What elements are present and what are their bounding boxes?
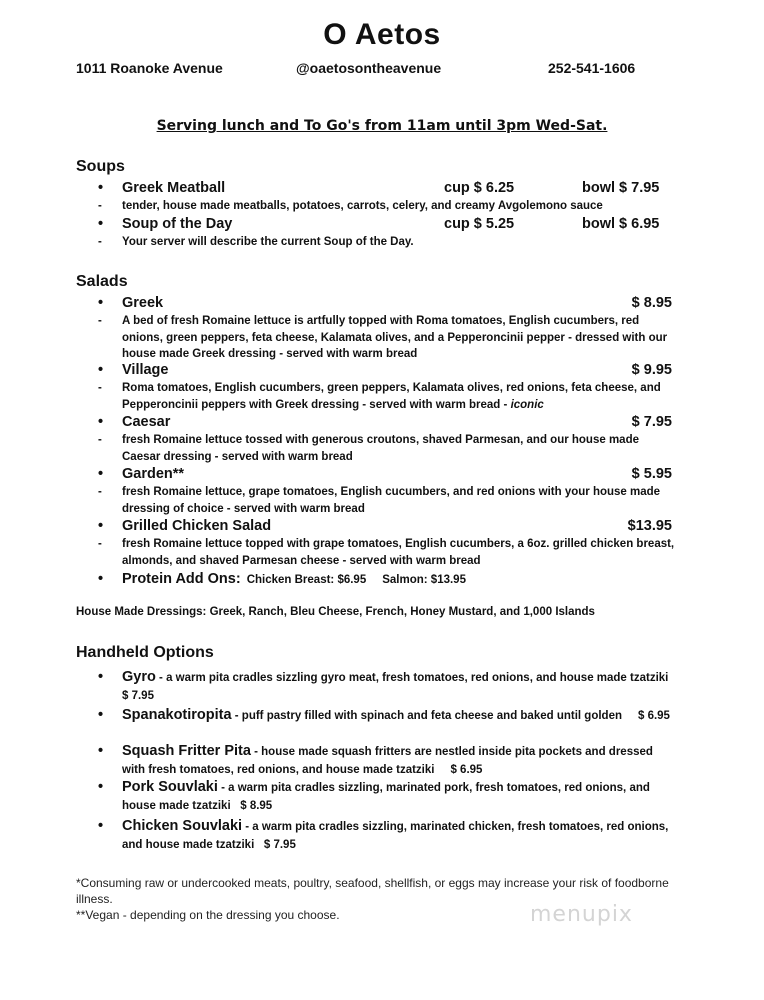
bullet: • xyxy=(98,707,104,723)
item-price: $ 5.95 xyxy=(631,466,672,482)
bowl-price: bowl $ 6.95 xyxy=(582,216,660,232)
bullet: • xyxy=(98,571,104,587)
item-price: $ 6.95 xyxy=(450,764,483,776)
item-name: Grilled Chicken Salad xyxy=(122,518,272,534)
item-price: $ 7.95 xyxy=(122,690,154,702)
bullet: • xyxy=(98,295,104,311)
item-description: - a warm pita cradles sizzling gyro meat, fresh tomatoes, red onions, and house made tzatziki xyxy=(155,672,669,684)
addons-label: Protein Add Ons: xyxy=(122,571,241,587)
item-description: - house made squash fritters are nestled inside pita pockets and dressed with fresh tomatoes, red onions, and house made tzatziki xyxy=(122,746,653,776)
item-price: $ 7.95 xyxy=(263,839,296,851)
item-price: $ 9.95 xyxy=(631,362,672,378)
bullet: • xyxy=(98,779,104,795)
bullet: • xyxy=(98,669,104,685)
addon-salmon: Salmon: $13.95 xyxy=(382,574,466,586)
item-name: Soup of the Day xyxy=(122,216,233,232)
item-name: Greek xyxy=(122,295,164,311)
vegan-note: **Vegan - depending on the dressing you choose. xyxy=(76,908,340,922)
item-description: - puff pastry filled with spinach and feta cheese and baked until golden xyxy=(231,710,622,722)
bowl-price: bowl $ 7.95 xyxy=(582,180,660,196)
section-title-soups: Soups xyxy=(76,158,125,175)
raw-food-warning: *Consuming raw or undercooked meats, poultry, seafood, shellfish, or eggs may increase your risk of foodborne illness. xyxy=(76,876,669,906)
bullet: • xyxy=(98,216,104,232)
item-name: Village xyxy=(122,362,169,378)
addon-chicken: Chicken Breast: $6.95 xyxy=(246,574,367,586)
bullet: • xyxy=(98,466,104,482)
item-price: $ 6.95 xyxy=(637,710,670,722)
item-price: $ 8.95 xyxy=(631,295,672,311)
menupix-watermark: menupix xyxy=(530,902,633,927)
bullet: • xyxy=(98,362,104,378)
serving-hours: Serving lunch and To Go's from 11am until 3pm Wed-Sat. xyxy=(156,118,608,134)
section-title-handhelds: Handheld Options xyxy=(76,644,214,661)
item-description: - a warm pita cradles sizzling, marinated chicken, fresh tomatoes, red onions, and house made tzatziki xyxy=(122,821,669,851)
item-price: $13.95 xyxy=(627,518,672,534)
restaurant-social: @oaetosontheavenue xyxy=(296,60,442,76)
bullet: • xyxy=(98,414,104,430)
item-name: Caesar xyxy=(122,414,171,430)
item-name: Squash Fritter Pita xyxy=(122,743,251,759)
item-name: Gyro xyxy=(122,669,156,685)
section-title-salads: Salads xyxy=(76,273,128,290)
item-price: $ 8.95 xyxy=(240,800,273,812)
item-description: - a warm pita cradles sizzling, marinated pork, fresh tomatoes, red onions, and house made tzatziki xyxy=(122,782,650,812)
bullet: • xyxy=(98,743,104,759)
item-name: Greek Meatball xyxy=(122,180,226,196)
restaurant-phone: 252-541-1606 xyxy=(548,60,636,76)
item-name: Garden** xyxy=(122,466,185,482)
cup-price: cup $ 5.25 xyxy=(444,216,515,232)
restaurant-name: O Aetos xyxy=(323,18,441,51)
menu-page: O Aetos 1011 Roanoke Avenue @oaetosontheavenue 252-541-1606 Serving lunch and To Go's from 11am until 3pm Wed-Sat. Soups • Greek Meatball cup $ 6.25 bowl $ 7.95 - tender, house made meatballs, potatoes, carrots, celery, and creamy Avgolemono sauce • Soup of the Day cup $ 5.25 bowl $ 6.95 - Your server will describe the current Soup of the Day. Salads • Greek $ 8.95 - A bed of fresh Romaine lettuce is artfully topped with Roma tomatoes, English cucumbers, red onions, green peppers, feta cheese, Kalamata olives, and a Pepperoncinii pepper - dressed with our house made Greek dressing - served with warm bread • Village $ 9.95 - Roma tomatoes, English cucumbers, green peppers, Kalamata olives, red onions, feta cheese, and Pepperoncinii peppers with Greek dressing - served with warm bread - iconic • Caesar $ 7.95 - fresh Romaine lettuce tossed with generous croutons, shaved Parmesan, and our house made Caesar dressing - served with warm bread • Garden** $ 5.95 - fresh Romaine lettuce, grape tomatoes, English cucumbers, and red onions with your house made dressing of choice - served with warm bread • Grilled Chicken Salad $13.95 - fresh Romaine lettuce topped with grape tomatoes, English cucumbers, a 6oz. grilled chicken breast, almonds, and shaved Parmesan cheese - served with warm bread • Protein Add Ons: Chicken Breast: $6.95 Salmon: $13.95 House Made Dressings: Greek, Ranch, Bleu Cheese, French, Honey Mustard, and 1,000 Islands Handheld Options • Gyro - a warm pita cradles sizzling gyro meat, fresh tomatoes, red onions, and house made tzatziki $ 7.95 • Spanakotiropita - puff pastry filled with spinach and feta cheese and baked until golden $ 6.95 • Squash Fritter Pita - house made squash fritters are nestled inside pita pockets and dressed with fresh tomatoes, red onions, and house made tzatziki $ 6.95 • Pork Souvlaki - a warm pita cradles sizzling, marinated pork, fresh tomatoes, red onions, and house made tzatziki $ 8.95 • Chicken Souvlaki - a warm pita cradles sizzling, marinated chicken, fresh tomatoes, red onions, and house made tzatziki $ 7.95 *Consuming raw or undercooked meats, poultry, seafood, shellfish, or eggs may increase your risk of foodborne illness. **Vegan - depending on the dressing you choose. menupix xyxy=(0,0,764,1000)
item-name: Pork Souvlaki xyxy=(122,779,218,795)
item-name: Spanakotiropita xyxy=(122,707,232,723)
cup-price: cup $ 6.25 xyxy=(444,180,515,196)
bullet: • xyxy=(98,180,104,196)
bullet: • xyxy=(98,518,104,534)
iconic-note: iconic xyxy=(510,398,544,411)
item-name: Chicken Souvlaki xyxy=(122,818,243,834)
bullet: • xyxy=(98,818,104,834)
restaurant-address: 1011 Roanoke Avenue xyxy=(76,60,223,76)
house-dressings: House Made Dressings: Greek, Ranch, Bleu Cheese, French, Honey Mustard, and 1,000 Islands xyxy=(76,606,595,618)
item-price: $ 7.95 xyxy=(631,414,672,430)
